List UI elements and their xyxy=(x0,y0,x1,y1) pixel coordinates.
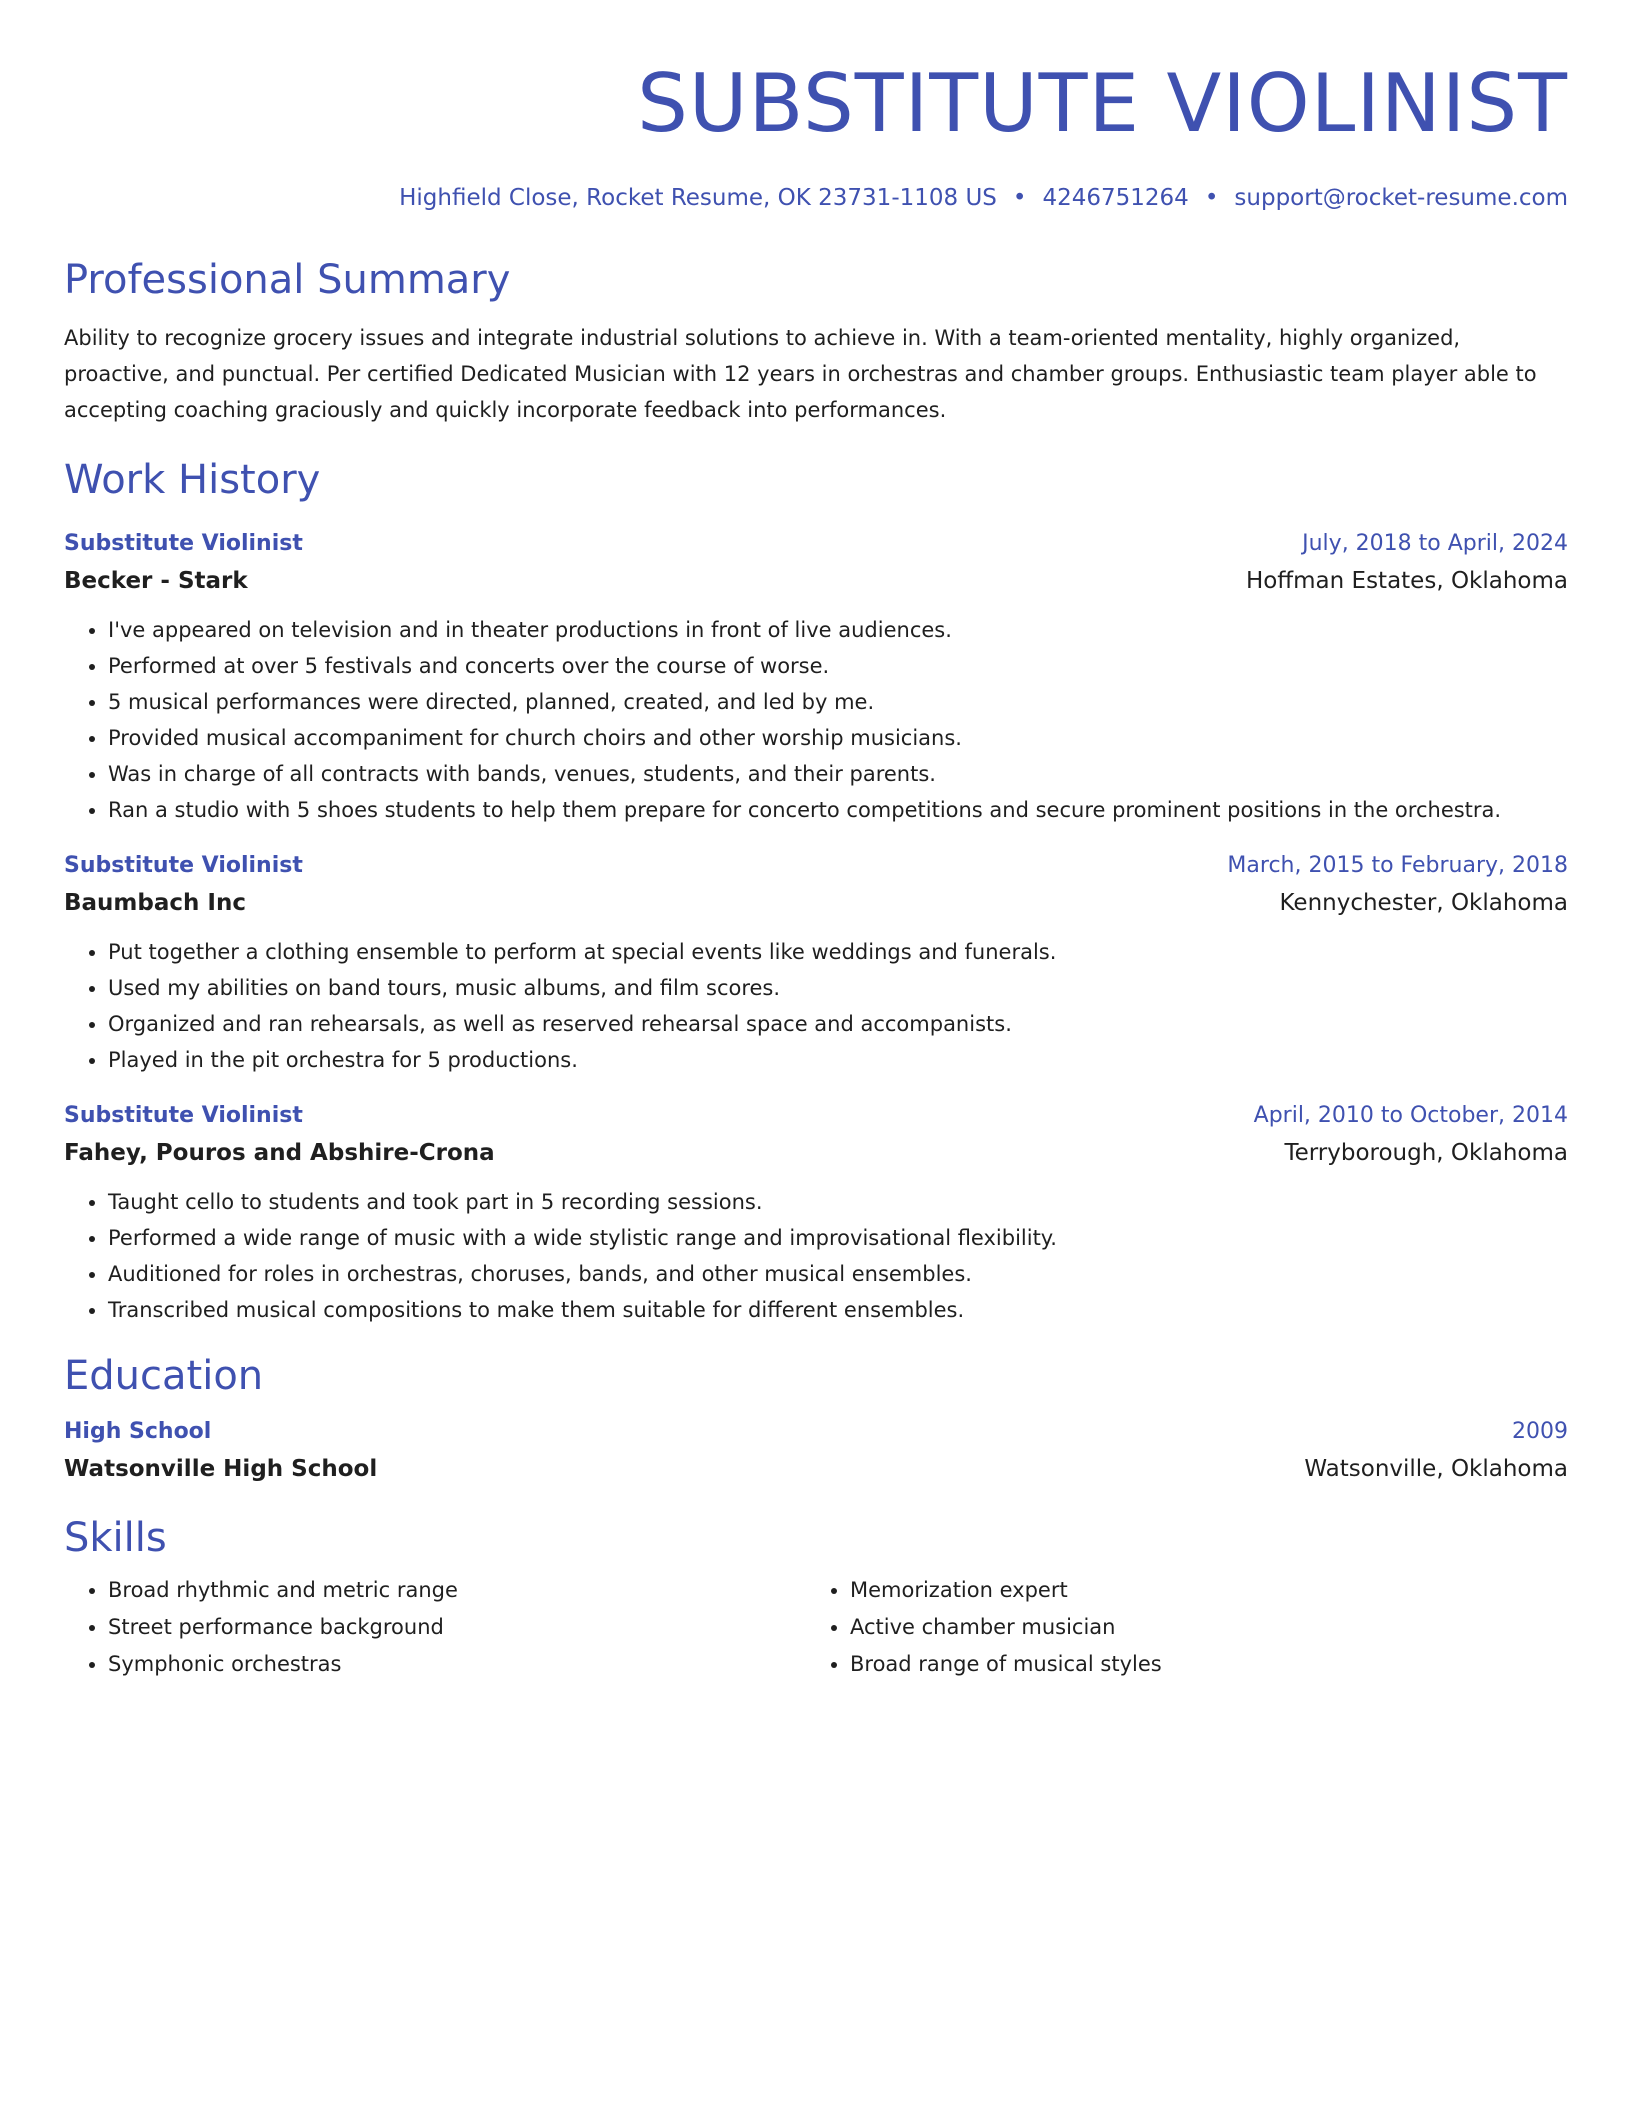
job-dates: March, 2015 to February, 2018 xyxy=(1227,853,1568,878)
job-bullet: • Was in charge of all contracts with bands, venues, students, and their parents. xyxy=(108,756,1568,792)
skills-heading: Skills xyxy=(64,1515,167,1561)
job-bullet: • Taught cello to students and took part in 5 recording sessions. xyxy=(108,1184,1568,1220)
education-school: Watsonville High School xyxy=(64,1456,378,1482)
contact-email: support@rocket-resume.com xyxy=(1234,185,1568,211)
job-bullet: • I've appeared on television and in theater productions in front of live audiences. xyxy=(108,612,1568,648)
job-title: Substitute Violinist xyxy=(64,531,303,556)
work-history-heading: Work History xyxy=(64,457,321,503)
contact-phone: 4246751264 xyxy=(1042,185,1189,211)
job-bullet: • Auditioned for roles in orchestras, choruses, bands, and other musical ensembles. xyxy=(108,1256,1568,1292)
job-entry xyxy=(64,848,1568,1078)
job-bullets xyxy=(64,612,1568,828)
job-company: Baumbach Inc xyxy=(64,890,246,916)
skill-item: • Symphonic orchestras xyxy=(108,1646,806,1683)
contact-line xyxy=(64,182,1568,214)
skills-column-left xyxy=(64,1572,806,1683)
resume-page xyxy=(64,56,1568,1683)
job-bullet: • 5 musical performances were directed, planned, created, and led by me. xyxy=(108,684,1568,720)
resume-name: SUBSTITUTE VIOLINIST xyxy=(637,57,1568,150)
skill-item: • Broad range of musical styles xyxy=(850,1646,1548,1683)
job-bullet: • Used my abilities on band tours, music albums, and film scores. xyxy=(108,970,1568,1006)
job-bullets xyxy=(64,934,1568,1078)
skills-list xyxy=(64,1572,1568,1683)
job-dates: July, 2018 to April, 2024 xyxy=(1302,531,1568,556)
job-bullet: • Put together a clothing ensemble to perform at special events like weddings and funerals. xyxy=(108,934,1568,970)
contact-address: Highfield Close, Rocket Resume, OK 23731-1108 US xyxy=(399,185,997,211)
job-entry xyxy=(64,1098,1568,1328)
summary-heading: Professional Summary xyxy=(64,257,511,303)
job-bullets xyxy=(64,1184,1568,1328)
job-bullet: • Provided musical accompaniment for church choirs and other worship musicians. xyxy=(108,720,1568,756)
education-year: 2009 xyxy=(1512,1419,1568,1444)
job-location: Kennychester, Oklahoma xyxy=(1279,890,1568,916)
summary-text: Ability to recognize grocery issues and integrate industrial solutions to achieve in. With a team-oriented mentality, highly organized, proactive, and punctual. Per certified Dedicated Musician with 12 years in orchestras and chamber groups. Enthusiastic team player able to accepting coaching graciously and quickly incorporate feedback into performances. xyxy=(64,326,1537,422)
job-bullet: • Performed a wide range of music with a wide stylistic range and improvisational flexibility. xyxy=(108,1220,1568,1256)
contact-separator: • xyxy=(1012,185,1027,211)
job-company: Fahey, Pouros and Abshire-Crona xyxy=(64,1140,495,1166)
job-location: Hoffman Estates, Oklahoma xyxy=(1245,568,1568,594)
job-bullet: • Played in the pit orchestra for 5 productions. xyxy=(108,1042,1568,1078)
skill-item: • Memorization expert xyxy=(850,1572,1548,1609)
job-bullet: • Organized and ran rehearsals, as well as reserved rehearsal space and accompanists. xyxy=(108,1006,1568,1042)
contact-separator: • xyxy=(1204,185,1219,211)
job-title: Substitute Violinist xyxy=(64,1103,303,1128)
skills-column-right xyxy=(806,1572,1548,1683)
skill-item: • Broad rhythmic and metric range xyxy=(108,1572,806,1609)
job-bullet: • Performed at over 5 festivals and concerts over the course of worse. xyxy=(108,648,1568,684)
job-location: Terryborough, Oklahoma xyxy=(1284,1140,1568,1166)
job-title: Substitute Violinist xyxy=(64,853,303,878)
education-entry xyxy=(64,1414,1568,1488)
job-dates: April, 2010 to October, 2014 xyxy=(1253,1103,1568,1128)
skill-item: • Active chamber musician xyxy=(850,1609,1548,1646)
job-entry xyxy=(64,526,1568,828)
job-company: Becker - Stark xyxy=(64,568,248,594)
education-location: Watsonville, Oklahoma xyxy=(1304,1456,1568,1482)
skill-item: • Street performance background xyxy=(108,1609,806,1646)
education-degree: High School xyxy=(64,1419,212,1444)
education-heading: Education xyxy=(64,1353,264,1399)
job-bullet: • Ran a studio with 5 shoes students to help them prepare for concerto competitions and secure prominent positions in the orchestra. xyxy=(108,792,1568,828)
job-bullet: • Transcribed musical compositions to make them suitable for different ensembles. xyxy=(108,1292,1568,1328)
